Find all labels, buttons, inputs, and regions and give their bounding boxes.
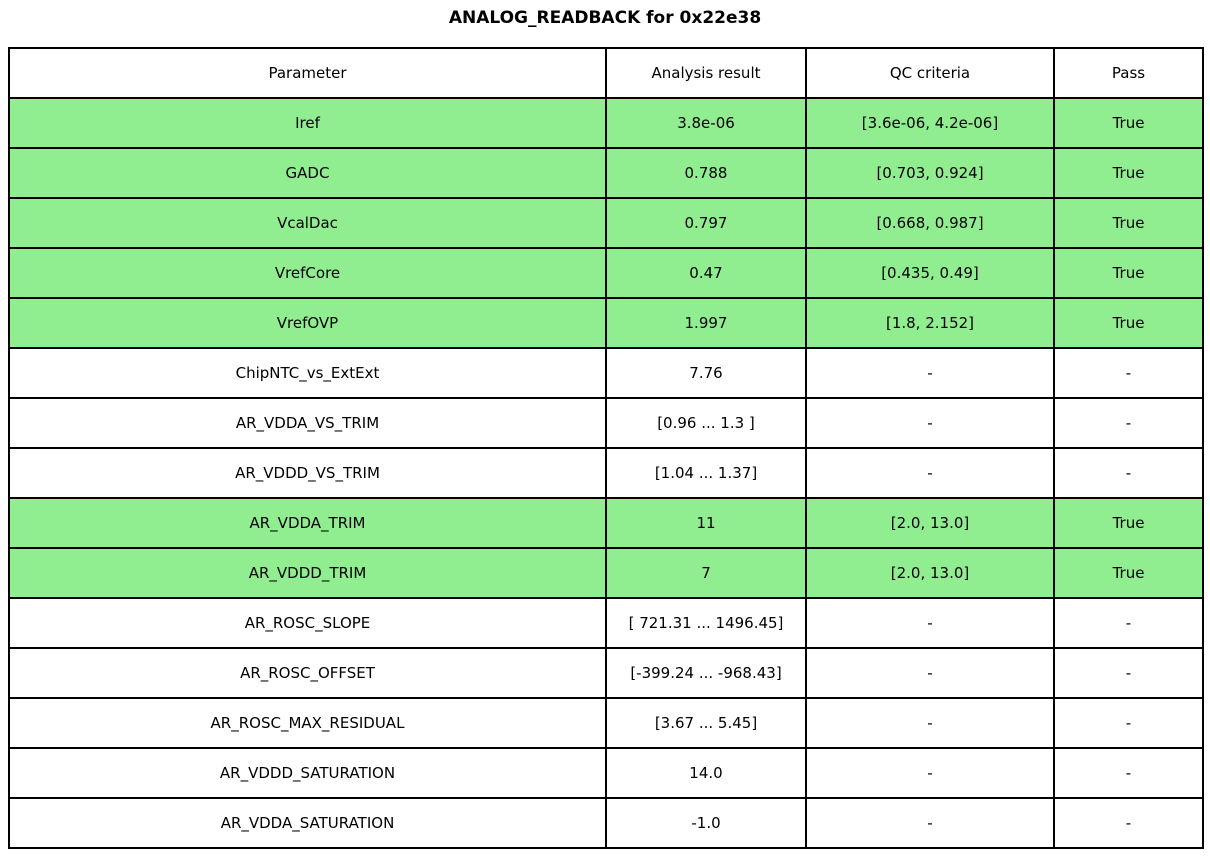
pass-cell: True [1054, 148, 1203, 198]
column-header-qc-criteria: QC criteria [806, 48, 1054, 98]
pass-cell: - [1054, 348, 1203, 398]
result-cell: [3.67 ... 5.45] [606, 698, 806, 748]
pass-cell: - [1054, 598, 1203, 648]
criteria-cell: - [806, 698, 1054, 748]
table-row [9, 798, 1203, 848]
criteria-cell: [2.0, 13.0] [806, 548, 1054, 598]
table-row [9, 98, 1203, 148]
pass-cell: - [1054, 748, 1203, 798]
param-cell: AR_VDDA_TRIM [9, 498, 606, 548]
table-row [9, 748, 1203, 798]
pass-cell: True [1054, 298, 1203, 348]
pass-cell: True [1054, 98, 1203, 148]
pass-cell: True [1054, 248, 1203, 298]
criteria-cell: [0.435, 0.49] [806, 248, 1054, 298]
table-row [9, 598, 1203, 648]
result-cell: [0.96 ... 1.3 ] [606, 398, 806, 448]
param-cell: VrefCore [9, 248, 606, 298]
criteria-cell: - [806, 748, 1054, 798]
pass-cell: True [1054, 198, 1203, 248]
pass-cell: - [1054, 448, 1203, 498]
table-row [9, 198, 1203, 248]
criteria-cell: [3.6e-06, 4.2e-06] [806, 98, 1054, 148]
result-cell: 0.47 [606, 248, 806, 298]
result-cell: 11 [606, 498, 806, 548]
result-cell: 1.997 [606, 298, 806, 348]
pass-cell: True [1054, 548, 1203, 598]
table-row [9, 348, 1203, 398]
table-row [9, 448, 1203, 498]
pass-cell: - [1054, 398, 1203, 448]
param-cell: AR_VDDD_TRIM [9, 548, 606, 598]
result-value-overflow [607, 664, 805, 682]
column-header-parameter: Parameter [9, 48, 606, 98]
column-header-analysis-result: Analysis result [606, 48, 806, 98]
pass-cell: - [1054, 798, 1203, 848]
result-value: [-399.24 ... -968.43] [630, 664, 782, 682]
criteria-cell: [2.0, 13.0] [806, 498, 1054, 548]
result-cell [606, 598, 806, 648]
header-row [9, 48, 1203, 98]
table-row [9, 398, 1203, 448]
criteria-cell: - [806, 348, 1054, 398]
param-cell: AR_VDDD_VS_TRIM [9, 448, 606, 498]
param-cell: AR_VDDA_SATURATION [9, 798, 606, 848]
result-cell: 14.0 [606, 748, 806, 798]
param-cell: ChipNTC_vs_ExtExt [9, 348, 606, 398]
result-cell: 7.76 [606, 348, 806, 398]
param-cell: AR_ROSC_SLOPE [9, 598, 606, 648]
param-cell: GADC [9, 148, 606, 198]
result-cell: 3.8e-06 [606, 98, 806, 148]
result-cell: -1.0 [606, 798, 806, 848]
criteria-cell: [1.8, 2.152] [806, 298, 1054, 348]
param-cell: AR_VDDD_SATURATION [9, 748, 606, 798]
pass-cell: - [1054, 648, 1203, 698]
result-cell [606, 648, 806, 698]
pass-cell: True [1054, 498, 1203, 548]
table-row [9, 148, 1203, 198]
criteria-cell: - [806, 648, 1054, 698]
criteria-cell: [0.703, 0.924] [806, 148, 1054, 198]
analog-readback-table [8, 47, 1204, 849]
param-cell: VcalDac [9, 198, 606, 248]
param-cell: VrefOVP [9, 298, 606, 348]
result-cell: [1.04 ... 1.37] [606, 448, 806, 498]
table-row [9, 548, 1203, 598]
param-cell: AR_ROSC_OFFSET [9, 648, 606, 698]
page-title: ANALOG_READBACK for 0x22e38 [448, 8, 762, 28]
param-cell: AR_ROSC_MAX_RESIDUAL [9, 698, 606, 748]
table-row [9, 698, 1203, 748]
table-row [9, 648, 1203, 698]
result-value-overflow [607, 614, 805, 632]
analog-readback-table-wrap [8, 47, 1210, 849]
column-header-pass: Pass [1054, 48, 1203, 98]
table-row [9, 298, 1203, 348]
criteria-cell: - [806, 448, 1054, 498]
param-cell: AR_VDDA_VS_TRIM [9, 398, 606, 448]
table-row [9, 498, 1203, 548]
table-row [9, 248, 1203, 298]
result-cell: 7 [606, 548, 806, 598]
criteria-cell: - [806, 398, 1054, 448]
result-value: [ 721.31 ... 1496.45] [628, 614, 784, 632]
result-cell: 0.788 [606, 148, 806, 198]
param-cell: Iref [9, 98, 606, 148]
criteria-cell: [0.668, 0.987] [806, 198, 1054, 248]
result-cell: 0.797 [606, 198, 806, 248]
criteria-cell: - [806, 598, 1054, 648]
pass-cell: - [1054, 698, 1203, 748]
criteria-cell: - [806, 798, 1054, 848]
